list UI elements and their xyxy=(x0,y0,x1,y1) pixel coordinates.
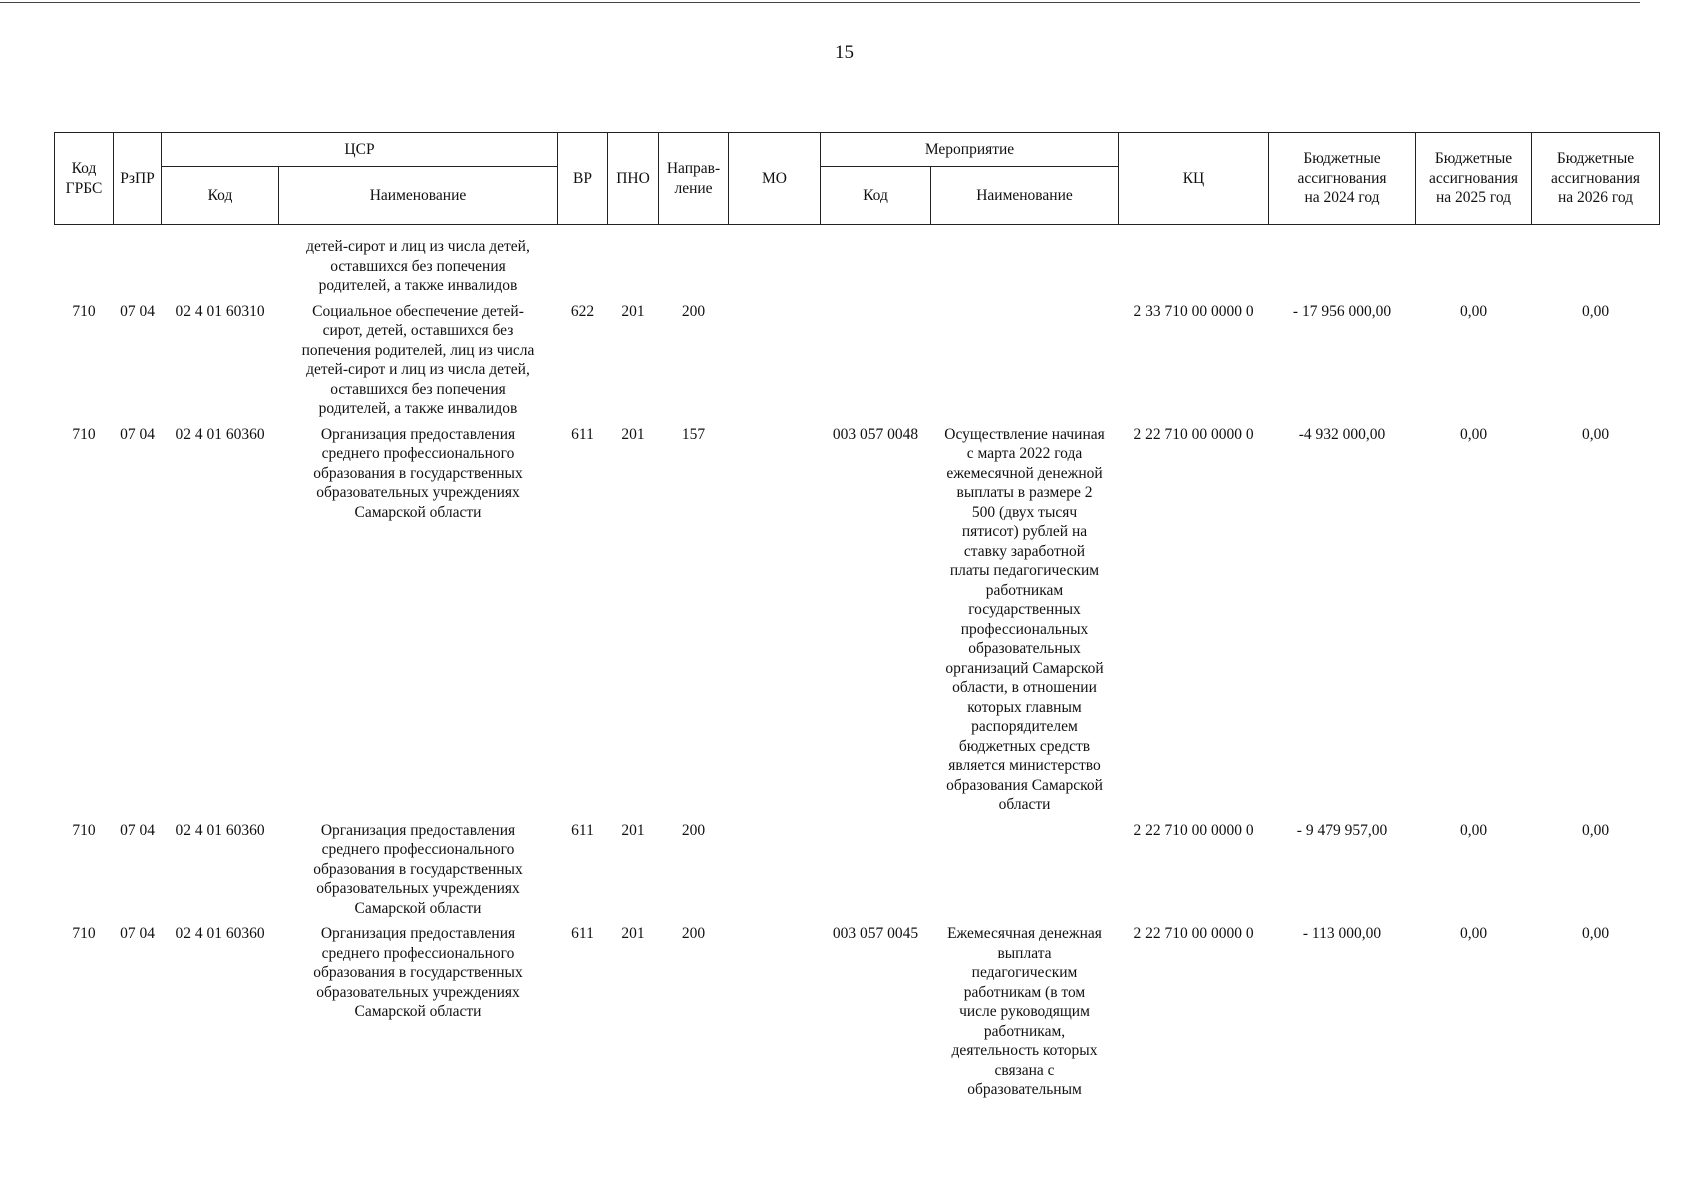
header-csr-name: Наименование xyxy=(279,167,558,225)
cell-budget-2025: 0,00 xyxy=(1459,925,1488,942)
cell-csr-kod: 02 4 01 60360 xyxy=(175,925,265,942)
cell-grbs: 710 xyxy=(72,425,96,443)
cell-vr: 611 xyxy=(571,925,594,942)
cell-event-kod xyxy=(821,819,931,923)
header-csr-kod: Код xyxy=(162,167,279,225)
header-napravlenie: Направ- ление xyxy=(659,133,729,225)
cell-event-name xyxy=(931,300,1119,423)
cell-csr-kod: 02 4 01 60360 xyxy=(175,425,265,443)
cell-csr-kod: 02 4 01 60310 xyxy=(175,302,265,320)
cell-rzpr: 07 04 xyxy=(120,821,155,839)
cell-vr: 622 xyxy=(570,302,595,320)
header-mo: МО xyxy=(729,133,821,225)
header-vr: ВР xyxy=(558,133,608,225)
table-row xyxy=(55,819,1660,923)
cell-pno: 201 xyxy=(621,302,645,320)
cell-napravlenie: 200 xyxy=(681,821,706,839)
cell-csr-name: Социальное обеспечение детей- сирот, детей, оставшихся без попечения родителей, лиц из числа детей-сирот и лиц из числа детей, оставшихся без попечения родителей, а также инвалидов xyxy=(301,302,535,417)
cell-kc: 2 22 710 00 0000 0 xyxy=(1133,821,1254,839)
header-budget-2024: Бюджетные ассигнования на 2024 год xyxy=(1269,133,1416,225)
table-row xyxy=(55,300,1660,423)
table-header xyxy=(55,133,1660,225)
cell-budget-2024: -4 932 000,00 xyxy=(1298,425,1386,443)
cell-budget-2024: - 113 000,00 xyxy=(1302,925,1382,942)
cell-event-name: Осуществление начиная с марта 2022 года ежемесячной денежной выплаты в размере 2 500 (двух тысяч пятисот) рублей на ставку заработной платы педагогическим работникам государственных профессиональных образовательных организаций Самарской области, в отношении которых главным распорядителем бюджетных средств является министерство образования Самарской области xyxy=(944,425,1105,813)
cell-mo xyxy=(729,922,821,1104)
cell-event-kod xyxy=(821,300,931,423)
cell-budget-2026: 0,00 xyxy=(1581,302,1610,320)
cell-event-kod: 003 057 0048 xyxy=(832,425,919,443)
top-rule xyxy=(0,2,1640,3)
header-event-kod: Код xyxy=(821,167,931,225)
header-rzpr: РзПР xyxy=(114,133,162,225)
header-pno: ПНО xyxy=(608,133,659,225)
page-number: 15 xyxy=(835,42,854,63)
cell-rzpr: 07 04 xyxy=(120,302,155,320)
cell-rzpr: 07 04 xyxy=(120,425,155,443)
table-row xyxy=(55,922,1660,1104)
header-event-name: Наименование xyxy=(931,167,1119,225)
cell-pno: 201 xyxy=(621,821,645,839)
cell-mo xyxy=(729,819,821,923)
header-kod-grbs: Код ГРБС xyxy=(55,133,114,225)
cell-pno: 201 xyxy=(621,925,645,942)
cell-budget-2025: 0,00 xyxy=(1459,425,1488,443)
cell-budget-2026: 0,00 xyxy=(1581,925,1610,942)
header-event: Мероприятие xyxy=(821,133,1119,167)
cell-vr: 611 xyxy=(571,425,594,443)
cell-csr-name: Организация предоставления среднего профессионального образования в государственных образовательных учреждениях Самарской области xyxy=(313,925,523,1020)
cell-budget-2024: - 9 479 957,00 xyxy=(1296,821,1388,839)
table-row xyxy=(55,423,1660,819)
cell-napravlenie: 157 xyxy=(681,425,706,443)
cell-kc: 2 22 710 00 0000 0 xyxy=(1133,425,1254,443)
cell-napravlenie: 200 xyxy=(681,925,706,942)
cell-kc: 2 33 710 00 0000 0 xyxy=(1133,302,1254,320)
cell-budget-2026: 0,00 xyxy=(1581,821,1610,839)
cell-rzpr: 07 04 xyxy=(120,925,155,942)
cell-budget-2025: 0,00 xyxy=(1459,821,1488,839)
cell-mo xyxy=(729,300,821,423)
cell-event-kod: 003 057 0045 xyxy=(832,925,919,942)
cell-vr: 611 xyxy=(571,821,594,839)
budget-table xyxy=(54,132,1660,1104)
cell-pno: 201 xyxy=(621,425,645,443)
cell-csr-name: Организация предоставления среднего профессионального образования в государственных образовательных учреждениях Самарской области xyxy=(313,425,523,521)
cell-csr-kod: 02 4 01 60360 xyxy=(175,821,265,839)
header-budget-2025: Бюджетные ассигнования на 2025 год xyxy=(1416,133,1532,225)
cell-mo xyxy=(729,423,821,819)
header-budget-2026: Бюджетные ассигнования на 2026 год xyxy=(1532,133,1660,225)
cell-event-name xyxy=(931,819,1119,923)
continuation-text: детей-сирот и лиц из числа детей, оставшихся без попечения родителей, а также инвалидов xyxy=(306,238,530,294)
cell-grbs: 710 xyxy=(72,821,96,839)
continuation-row xyxy=(55,235,1660,300)
header-kc: КЦ xyxy=(1119,133,1269,225)
cell-budget-2024: - 17 956 000,00 xyxy=(1292,302,1392,320)
cell-budget-2026: 0,00 xyxy=(1581,425,1610,443)
cell-csr-name: Организация предоставления среднего профессионального образования в государственных образовательных учреждениях Самарской области xyxy=(313,821,523,917)
cell-grbs: 710 xyxy=(72,925,96,942)
cell-napravlenie: 200 xyxy=(681,302,706,320)
cell-event-name: Ежемесячная денежная выплата педагогическим работникам (в том числе руководящим работникам, деятельность которых связана с образовательным xyxy=(947,925,1102,1098)
cell-grbs: 710 xyxy=(72,302,96,320)
cell-budget-2025: 0,00 xyxy=(1459,302,1488,320)
cell-kc: 2 22 710 00 0000 0 xyxy=(1133,925,1254,942)
header-csr: ЦСР xyxy=(162,133,558,167)
